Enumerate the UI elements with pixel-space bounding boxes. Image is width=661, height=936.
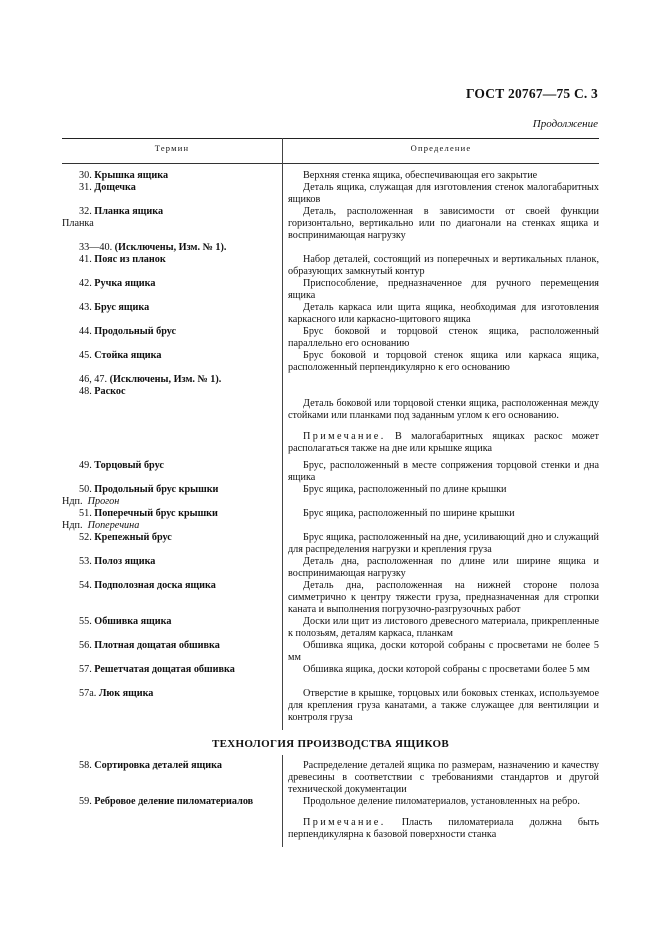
term-number: 54. <box>79 580 92 591</box>
synonym-term: Ндп. Прогон <box>62 496 120 507</box>
definition-text: Брус боковой и торцовой стенок ящика, расположенный параллельно его основанию <box>288 326 599 349</box>
term-name: Ребровое деление пиломатериалов <box>94 796 254 807</box>
term-name: Обшивка ящика <box>94 616 172 627</box>
term-cell <box>62 302 272 314</box>
table-top-rule <box>62 138 599 139</box>
definition-cell <box>288 760 599 796</box>
definition-cell <box>288 350 599 374</box>
definition-cell <box>288 688 599 724</box>
synonym-term: Планка <box>62 218 94 229</box>
term-cell <box>62 556 272 568</box>
term-number: 44. <box>79 326 92 337</box>
term-number: 51. <box>79 508 92 519</box>
term-cell <box>62 350 272 362</box>
term-number: 42. <box>79 278 92 289</box>
synonym-term: Ндп. Поперечина <box>62 520 140 531</box>
term-cell <box>62 484 272 508</box>
definition-cell <box>288 254 599 278</box>
definition-text: Брус ящика, расположенный на дне, усиливающий дно и служащий для распределения нагрузки и крепления груза <box>288 532 599 555</box>
term-number: 33—40. <box>79 242 113 253</box>
term-name: Плотная дощатая обшивка <box>94 640 220 651</box>
definition-cell <box>288 796 599 841</box>
term-cell <box>62 508 272 532</box>
definition-cell <box>288 302 599 326</box>
term-cell <box>62 688 272 700</box>
term-name: Продольный брус <box>94 326 177 337</box>
definition-text: Верхняя стенка ящика, обеспечивающая его закрытие <box>303 170 538 181</box>
definition-note <box>288 431 599 455</box>
definition-text: Деталь, расположенная в зависимости от своей функции горизонтально, вертикально или по диагонали на стенках ящика и воспринимающая нагрузку <box>288 206 599 241</box>
page-header: ГОСТ 20767—75 С. 3 <box>465 86 598 101</box>
term-name: (Исключены, Изм. № 1). <box>109 374 222 385</box>
term-cell <box>62 386 272 398</box>
term-cell <box>62 278 272 290</box>
definition-cell <box>288 616 599 640</box>
definition-text: Брус ящика, расположенный по длине крышки <box>303 484 507 495</box>
column-divider <box>282 138 283 730</box>
definition-text: Обшивка ящика, доски которой собраны с просветами более 5 мм <box>303 664 590 675</box>
term-number: 55. <box>79 616 92 627</box>
term-cell <box>62 182 272 194</box>
term-name: Решетчатая дощатая обшивка <box>94 664 235 675</box>
term-name: Стойка ящика <box>94 350 162 361</box>
term-number: 57. <box>79 664 92 675</box>
note-text: В малогабаритных ящиках раскос может располагаться также на дне или крышке ящика <box>288 431 600 454</box>
term-number: 52. <box>79 532 92 543</box>
definition-cell <box>288 326 599 350</box>
column-header-term: Термин <box>154 143 190 153</box>
term-name: Крепежный брус <box>94 532 172 543</box>
definition-cell <box>288 170 599 182</box>
term-number: 57а. <box>79 688 97 699</box>
term-cell <box>62 170 272 182</box>
definition-text: Брус ящика, расположенный по ширине крышки <box>303 508 515 519</box>
definition-cell <box>288 182 599 206</box>
term-name: Крышка ящика <box>94 170 169 181</box>
term-cell <box>62 796 284 808</box>
note-label: Примечание. <box>303 817 386 828</box>
definition-cell <box>288 278 599 302</box>
definition-text: Приспособление, предназначенное для ручного перемещения ящика <box>288 278 599 301</box>
definition-cell <box>288 484 599 496</box>
term-number: 46, 47. <box>79 374 108 385</box>
term-name: Подполозная доска ящика <box>94 580 216 591</box>
term-cell <box>62 206 272 230</box>
term-number: 48. <box>79 386 92 397</box>
definition-text: Отверстие в крышке, торцовых или боковых стенках, используемое для крепления груза канатами, а также служащее для вентиляции и контроля груза <box>288 688 599 723</box>
table-header-rule <box>62 163 599 164</box>
term-cell <box>62 640 272 652</box>
term-name: Планка ящика <box>94 206 164 217</box>
definition-text: Брус, расположенный в месте сопряжения торцовой стенки и дна ящика <box>288 460 599 483</box>
definition-text: Обшивка ящика, доски которой собраны с просветами не более 5 мм <box>288 640 599 663</box>
continued-label: Продолжение <box>532 118 598 130</box>
definition-cell <box>288 640 599 664</box>
definition-text: Продольное деление пиломатериалов, установленных на ребро. <box>303 796 580 807</box>
term-name: Люк ящика <box>98 688 154 699</box>
term-cell <box>62 760 272 772</box>
term-number: 41. <box>79 254 92 265</box>
term-name: Дощечка <box>94 182 136 193</box>
term-cell <box>62 616 272 628</box>
definition-text: Брус боковой и торцовой стенок ящика или каркаса ящика, расположенный перпендикулярно к его основанию <box>288 350 599 373</box>
term-cell <box>62 374 302 386</box>
section-title: ТЕХНОЛОГИЯ ПРОИЗВОДСТВА ЯЩИКОВ <box>211 738 450 750</box>
definition-text: Деталь боковой или торцовой стенки ящика, расположенная между стойками или планками под заданным углом к его основанию. <box>288 398 599 421</box>
term-name: Сортировка деталей ящика <box>94 760 222 771</box>
definition-note <box>288 817 599 841</box>
definition-cell <box>288 386 599 455</box>
term-cell <box>62 532 272 544</box>
term-name: Ручка ящика <box>94 278 156 289</box>
term-name: Торцовый брус <box>94 460 164 471</box>
definition-cell <box>288 556 599 580</box>
definition-cell <box>288 664 599 676</box>
note-text: Пласть пиломатериала должна быть перпендикулярна к базовой поверхности станка <box>288 817 599 840</box>
term-cell <box>62 580 272 592</box>
term-number: 49. <box>79 460 92 471</box>
definition-cell <box>288 206 599 242</box>
term-number: 59. <box>79 796 92 807</box>
term-cell <box>62 664 272 676</box>
definition-text: Деталь каркаса или щита ящика, необходимая для изготовления каркасного или каркасно-щитового ящика <box>288 302 599 325</box>
term-name: Поперечный брус крышки <box>94 508 218 519</box>
term-number: 31. <box>79 182 92 193</box>
term-number: 56. <box>79 640 92 651</box>
definition-cell <box>288 508 599 520</box>
column-header-definition: Определение <box>410 143 472 153</box>
term-number: 50. <box>79 484 92 495</box>
definition-text: Деталь дна, расположенная по длине или ширине ящика и воспринимающая нагрузку <box>288 556 599 579</box>
definition-cell <box>288 532 599 556</box>
term-number: 58. <box>79 760 92 771</box>
definition-text: Набор деталей, состоящий из поперечных и вертикальных планок, образующих замкнутый контур <box>288 254 599 277</box>
definition-text: Деталь дна, расположенная на нижней стороне полоза симметрично к центру тяжести груза, предназначенная для стропки каната и выполнения погрузочно-разгрузочных работ <box>288 580 599 615</box>
term-number: 30. <box>79 170 92 181</box>
term-cell <box>62 326 272 338</box>
definition-text: Распределение деталей ящика по размерам, назначению и качеству древесины в соответствии с требованиями стандартов и другой технической документации <box>288 760 599 795</box>
term-cell <box>62 460 272 472</box>
term-name: Брус ящика <box>94 302 150 313</box>
definition-cell <box>288 460 599 484</box>
term-name: Продольный брус крышки <box>94 484 219 495</box>
term-cell <box>62 254 272 266</box>
term-number: 53. <box>79 556 92 567</box>
term-name: Пояс из планок <box>94 254 166 265</box>
term-number: 43. <box>79 302 92 313</box>
term-name: Полоз ящика <box>94 556 156 567</box>
definition-text: Деталь ящика, служащая для изготовления стенок малогабаритных ящиков <box>288 182 599 205</box>
term-number: 45. <box>79 350 92 361</box>
definition-text: Доски или щит из листового древесного материала, прикрепленные к полозьям, деталям каркаса, планкам <box>288 616 599 639</box>
definition-cell <box>288 580 599 616</box>
term-cell <box>62 242 302 254</box>
term-name: (Исключены, Изм. № 1). <box>114 242 227 253</box>
term-number: 32. <box>79 206 92 217</box>
note-label: Примечание. <box>303 431 386 442</box>
term-name: Раскос <box>94 386 126 397</box>
